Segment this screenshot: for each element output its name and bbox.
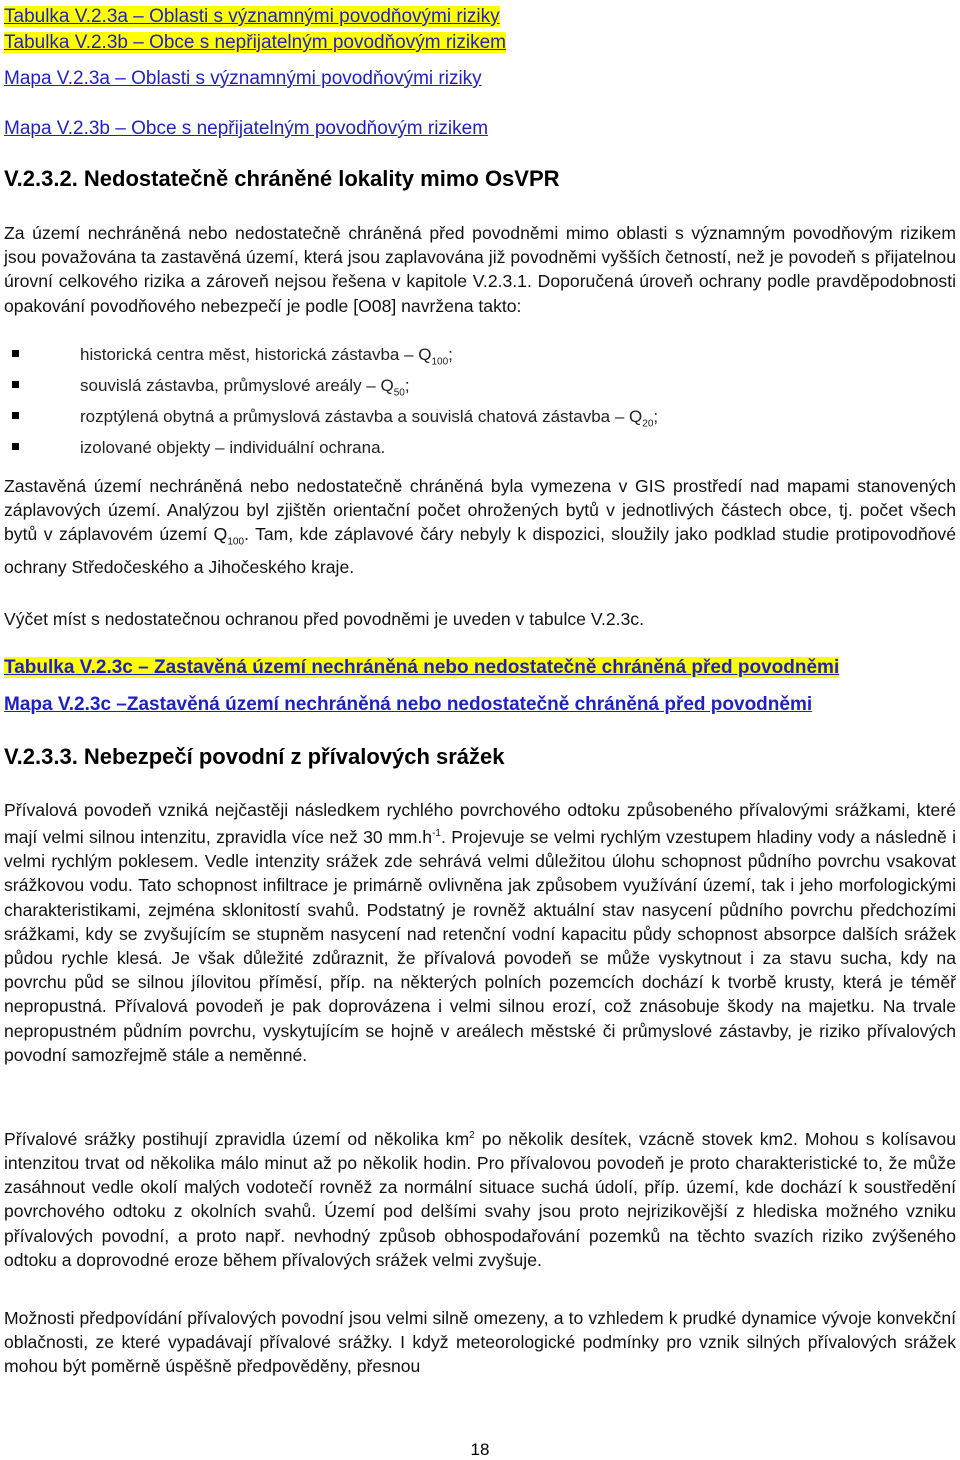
list-item: izolované objekty – individuální ochrana. (4, 436, 956, 467)
paragraph-forecasting: Možnosti předpovídání přívalových povodní jsou velmi silně omezeny, a to vzhledem k prudké dynamice vývoje konvekční oblačnosti, ze které vypadávají přívalové srážky. I když meteorologické podmínky pro vznik silných přívalových srážek mohou být poměrně úspěšně předpověděny, přesnou (4, 1308, 956, 1377)
page-number: 18 (470, 1440, 490, 1459)
bullet-square-icon (12, 350, 19, 357)
list-item: historická centra měst, historická zástavba – $Q_{100}$; (4, 343, 956, 374)
paragraph-table-reference: Výčet míst s nedostatečnou ochranou před povodněmi je uveden v tabulce V.2.3c. (4, 609, 644, 629)
paragraph-torrential-rain: Přívalové srážky postihují zpravidla území od několika $km^2$ po několik desítek, vzácně stovek km2. Mohou s kolísavou intenzitou trvat od několika málo minut až po několik hodin. Pro přívalovou povodeň je proto charakteristické to, že může zasáhnout vedle okolí malých vodotečí rovněž za normální situace suchá údolí, příp. území, kde dochází k soustředění povrchového odtoku z okolních svahů. Území pod delšími svahy jsou proto nejrizikovější z hlediska možného vzniku přívalových povodní, a proto např. nevhodný způsob obhospodařování pozemků na těchto svazích riziko zvýšeného odtoku a doprovodné eroze během přívalových srážek velmi zvyšuje. (4, 1128, 956, 1270)
bullet-square-icon (12, 381, 19, 388)
link-mapa-v23b[interactable]: Mapa V.2.3b – Obce s nepřijatelným povodňovým rizikem (4, 118, 489, 139)
section-heading-v2332: V.2.3.2. Nedostatečně chráněné lokality mimo OsVPR (4, 166, 560, 191)
section-heading-v2333: V.2.3.3. Nebezpečí povodní z přívalových srážek (4, 744, 505, 769)
bullet-square-icon (12, 443, 19, 450)
link-tabulka-v23c[interactable]: Tabulka V.2.3c – Zastavěná území nechráněná nebo nedostatečně chráněná před povodněmi (4, 657, 840, 678)
paragraph-gis-analysis: Zastavěná území nechráněná nebo nedostatečně chráněná byla vymezena v GIS prostředí nad mapami stanovených záplavových území. Analýzou byl zjištěn orientační počet ohrožených bytů v jednotlivých částech obce, tj. počet všech bytů v záplavovém území $Q_{100}$. Tam, kde záplavové čáry nebyly k dispozici, sloužily jako podklad studie protipovodňové ochrany Středočeského a Jihočeského kraje. (4, 476, 956, 578)
list-item: rozptýlená obytná a průmyslová zástavba a souvislá chatová zástavba – $Q_{20}$; (4, 405, 956, 436)
link-mapa-v23a[interactable]: Mapa V.2.3a – Oblasti s významnými povodňovými riziky (4, 68, 482, 89)
paragraph-unprotected-areas: Za území nechráněná nebo nedostatečně chráněná před povodněmi mimo oblasti s významným povodňovým rizikem jsou považována ta zastavěná území, která jsou zaplavována již povodněmi vyšších četností, než je povodeň s přijatelnou úrovní celkového rizika a zároveň nejsou řešena v kapitole V.2.3.1. Doporučená úroveň ochrany podle pravděpodobnosti opakování povodňového nebezpečí je podle [O08] navržena takto: (4, 223, 956, 316)
link-tabulka-v23a[interactable]: Tabulka V.2.3a – Oblasti s významnými povodňovými riziky (4, 6, 500, 27)
link-mapa-v23c[interactable]: Mapa V.2.3c –Zastavěná území nechráněná nebo nedostatečně chráněná před povodněmi (4, 694, 813, 715)
protection-level-list (4, 343, 956, 467)
bullet-square-icon (12, 412, 19, 419)
list-item: souvislá zástavba, průmyslové areály – $Q_{50}$; (4, 374, 956, 405)
paragraph-flash-flood: Přívalová povodeň vzniká nejčastěji následkem rychlého povrchového odtoku způsobeného přívalovými srážkami, které mají velmi silnou intenzitu, zpravidla více než 30 $mm.h^{-1}$. Projevuje se velmi rychlým vzestupem hladiny vody a následně i velmi rychlým poklesem. Vedle intenzity srážek zde sehrává velmi důležitou úlohu schopnost půdního povrchu vsakovat srážkovou vodu. Tato schopnost infiltrace je primárně ovlivněna jak způsobem využívání území, tak i jeho morfologickými charakteristikami, zejména sklonitostí svahů. Podstatný je rovněž aktuální stav nasycení půdního povrchu předchozími srážkami, kdy se zvyšujícím se stupněm nasycení nad retenční vodní kapacitu půdy schopnost absorpce dalších srážek půdou rychle klesá. Je však důležité zdůraznit, že přívalová povodeň se může vyskytnout i za stavu sucha, kdy na povrchu půd se silnou jílovitou příměsí, příp. na některých polních pozemcích dochází k tvorbě krusty, která je téměř nepropustná. Přívalová povodeň je pak doprovázena i velmi silnou erozí, což znásobuje škody na majetku. Na trvale nepropustném půdním povrchu, vyskytujícím se hojně v areálech městské či průmyslové zástavby, je riziko přívalových povodní samozřejmě stále a neměnné. (4, 800, 957, 1065)
link-tabulka-v23b[interactable]: Tabulka V.2.3b – Obce s nepřijatelným povodňovým rizikem (4, 32, 506, 53)
